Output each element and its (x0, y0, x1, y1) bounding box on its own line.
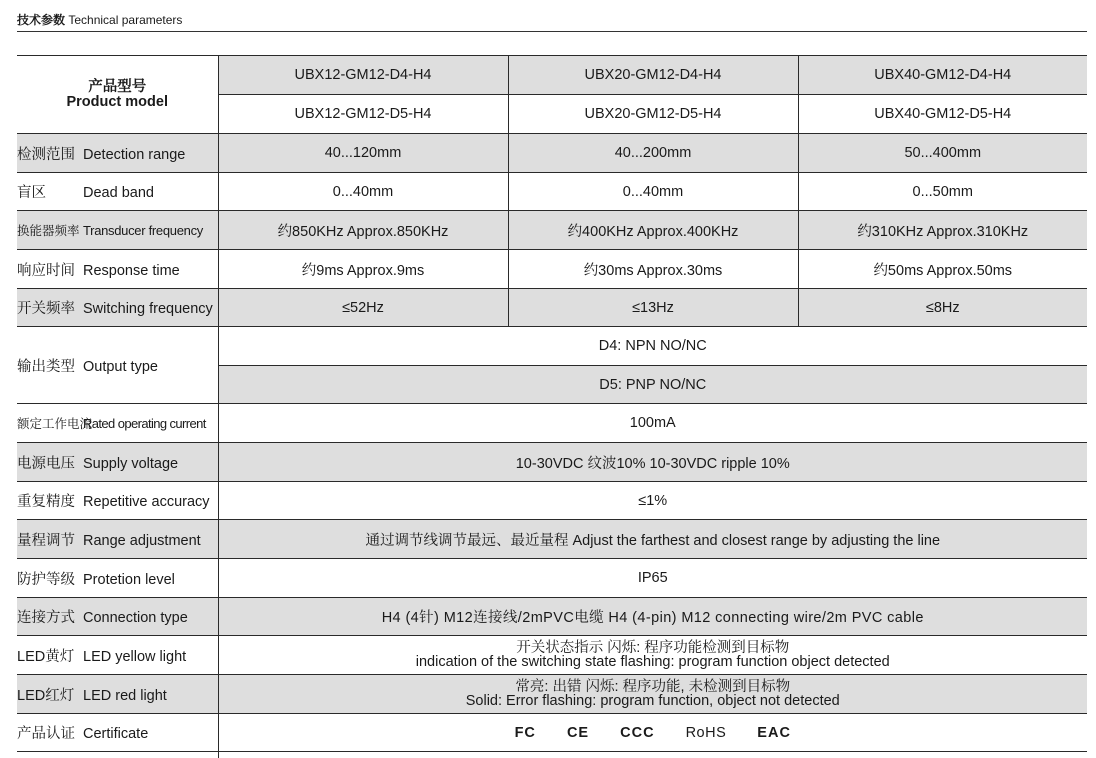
row-label (17, 211, 218, 250)
row-label (17, 675, 218, 714)
row-label-en: Range adjustment (83, 532, 201, 549)
section-heading-en: Technical parameters (68, 13, 183, 27)
row-label-zh: 换能器频率 (17, 224, 80, 238)
table-row-protection-level (17, 559, 1087, 598)
product-model-label (17, 56, 218, 134)
model-cell: UBX40-GM12-D4-H4 (798, 56, 1087, 95)
section-heading-zh: 技术参数 (17, 13, 66, 27)
table-row-connection-type (17, 598, 1087, 636)
table-row-certificate (17, 714, 1087, 752)
row-label-zh: 检测范围 (17, 146, 75, 163)
eac-mark-icon: EAC (757, 724, 791, 741)
row-label-en: Switching frequency (83, 301, 213, 317)
value-cell: 约310KHz Approx.310KHz (798, 211, 1087, 250)
fcc-mark-icon: FC (514, 724, 536, 741)
table-row-response-time (17, 250, 1087, 289)
product-model-label-zh: 产品型号 (88, 78, 147, 95)
row-label-zh: 重复精度 (17, 494, 75, 510)
table-row-range-adjustment (17, 520, 1087, 559)
table-row-switching-frequency (17, 289, 1087, 327)
value-cell: 0...40mm (218, 173, 508, 211)
value-cell: ≤13Hz (508, 289, 798, 327)
row-label-zh: 开关频率 (17, 301, 75, 317)
table-row-output-type-d4 (17, 327, 1087, 366)
value-cell: 0...50mm (798, 173, 1087, 211)
row-label (17, 598, 218, 636)
value-cell (218, 636, 1087, 675)
table-row-detection-range (17, 134, 1087, 173)
row-label (17, 482, 218, 520)
row-label-zh: 量程调节 (17, 532, 75, 549)
table-row-led-yellow (17, 636, 1087, 675)
row-label (17, 327, 218, 404)
row-label-en: Protetion level (83, 571, 175, 588)
value-cell: 约50ms Approx.50ms (798, 250, 1087, 289)
row-label (17, 443, 218, 482)
value-cell: 10-30VDC 纹波10% 10-30VDC ripple 10% (218, 443, 1087, 482)
row-label-zh: 输出类型 (17, 358, 75, 375)
led-yellow-line-zh: 开关状态指示 闪烁: 程序功能检测到目标物 (516, 640, 790, 656)
technical-parameters-table (17, 55, 1087, 758)
table-row-supply-voltage (17, 443, 1087, 482)
cutoff-cell (17, 752, 218, 758)
ccc-mark-icon: CCC (620, 724, 655, 741)
row-label-en: Certificate (83, 726, 149, 742)
section-heading (17, 11, 182, 28)
value-cell: D5: PNP NO/NC (218, 366, 1087, 404)
value-cell: 约400KHz Approx.400KHz (508, 211, 798, 250)
row-label (17, 714, 218, 752)
row-label (17, 173, 218, 211)
row-label-en: Response time (83, 262, 180, 279)
row-label-en: Connection type (83, 610, 188, 626)
heading-divider (17, 31, 1087, 32)
row-label (17, 289, 218, 327)
row-label-zh: 盲区 (17, 185, 46, 201)
row-label (17, 559, 218, 598)
row-label-en: Supply voltage (83, 455, 179, 472)
row-label-en: Dead band (83, 185, 154, 201)
led-red-line-en: Solid: Error flashing: program function, object not detected (465, 693, 840, 709)
row-label (17, 134, 218, 173)
ce-mark-icon: CE (566, 724, 590, 741)
model-cell: UBX12-GM12-D5-H4 (218, 95, 508, 134)
row-label-en: Repetitive accuracy (83, 494, 210, 510)
row-label-zh: 产品认证 (17, 726, 75, 742)
rohs-mark-icon: RoHS (685, 724, 727, 741)
value-cell: D4: NPN NO/NC (218, 327, 1087, 366)
row-label-zh: LED黄灯 (17, 648, 75, 665)
value-cell: 通过调节线调节最远、最近量程 Adjust the farthest and closest range by adjusting the line (218, 520, 1087, 559)
certificate-marks (218, 714, 1087, 752)
value-cell: 约30ms Approx.30ms (508, 250, 798, 289)
value-cell: ≤1% (218, 482, 1087, 520)
value-cell: 40...120mm (218, 134, 508, 173)
model-cell: UBX40-GM12-D5-H4 (798, 95, 1087, 134)
row-label-zh: 电源电压 (17, 455, 75, 472)
value-cell: 约9ms Approx.9ms (218, 250, 508, 289)
value-cell: 100mA (218, 404, 1087, 443)
table-row-led-red (17, 675, 1087, 714)
led-red-line-zh: 常亮: 出错 闪烁: 程序功能, 未检测到目标物 (515, 679, 791, 695)
value-cell: IP65 (218, 559, 1087, 598)
table-row-repetitive-accuracy (17, 482, 1087, 520)
table-row-dead-band (17, 173, 1087, 211)
row-label (17, 404, 218, 443)
value-cell (218, 675, 1087, 714)
row-label-en: Detection range (83, 146, 186, 163)
led-yellow-line-en: indication of the switching state flashing: program function object detected (415, 654, 890, 670)
value-cell: ≤52Hz (218, 289, 508, 327)
value-cell: 50...400mm (798, 134, 1087, 173)
row-label-zh: 额定工作电流 (17, 417, 93, 431)
row-label-en: Rated operating current (83, 416, 206, 431)
row-label (17, 520, 218, 559)
table-row-rated-current (17, 404, 1087, 443)
value-cell: 约850KHz Approx.850KHz (218, 211, 508, 250)
table-row-model-d4 (17, 56, 1087, 95)
value-cell: 40...200mm (508, 134, 798, 173)
model-cell: UBX12-GM12-D4-H4 (218, 56, 508, 95)
value-cell: 0...40mm (508, 173, 798, 211)
model-cell: UBX20-GM12-D4-H4 (508, 56, 798, 95)
row-label (17, 636, 218, 675)
row-label-en: LED red light (83, 687, 167, 704)
row-label-zh: 防护等级 (17, 571, 75, 588)
value-cell: H4 (4针) M12连接线/2mPVC电缆 H4 (4-pin) M12 connecting wire/2m PVC cable (218, 598, 1087, 636)
row-label (17, 250, 218, 289)
cutoff-cell (218, 752, 1087, 758)
row-label-zh: LED红灯 (17, 687, 75, 704)
row-label-zh: 响应时间 (17, 262, 75, 279)
row-label-en: Output type (83, 358, 158, 375)
table-row-transducer-frequency (17, 211, 1087, 250)
row-label-zh: 连接方式 (17, 610, 75, 626)
table-row-cutoff (17, 752, 1087, 758)
model-cell: UBX20-GM12-D5-H4 (508, 95, 798, 134)
product-model-label-en: Product model (66, 93, 168, 110)
value-cell: ≤8Hz (798, 289, 1087, 327)
row-label-en: Transducer frequency (83, 223, 203, 238)
row-label-en: LED yellow light (83, 648, 187, 665)
